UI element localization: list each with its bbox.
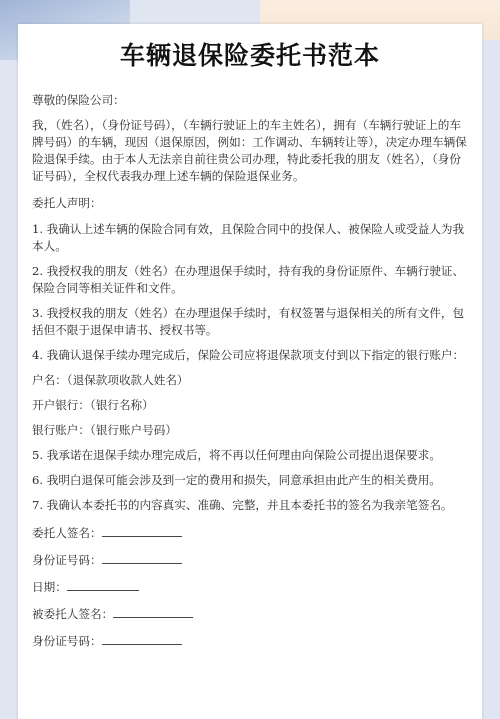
agent-signature-label: 被委托人签名：	[32, 607, 114, 621]
agent-id-label: 身份证号码：	[32, 634, 102, 648]
principal-id-row	[32, 551, 470, 569]
agent-signature-line[interactable]	[113, 605, 193, 618]
document-body	[32, 92, 470, 650]
declaration-item-7: 7. 我确认本委托书的内容真实、准确、完整，并且本委托书的签名为我亲笔签名。	[32, 498, 453, 512]
bank-account-number: 银行账户：（银行账户号码）	[32, 423, 177, 437]
principal-signature-row	[32, 524, 470, 542]
document-page	[18, 24, 482, 719]
declaration-item-6: 6. 我明白退保可能会涉及到一定的费用和损失，同意承担由此产生的相关费用。	[32, 473, 441, 487]
declaration-item-1: 1. 我确认上述车辆的保险合同有效，且保险合同中的投保人、被保险人或受益人为我本人。	[32, 222, 465, 253]
principal-signature-line[interactable]	[102, 524, 182, 537]
principal-id-label: 身份证号码：	[32, 553, 102, 567]
declaration-heading: 委托人声明：	[32, 196, 102, 210]
agent-signature-row	[32, 605, 470, 623]
bank-name: 开户银行：（银行名称）	[32, 398, 154, 412]
declaration-item-2: 2. 我授权我的朋友（姓名）在办理退保手续时，持有我的身份证原件、车辆行驶证、保险合同等相关证件和文件。	[32, 264, 465, 295]
declaration-item-4: 4. 我确认退保手续办理完成后，保险公司应将退保款项支付到以下指定的银行账户：	[32, 348, 465, 362]
intro-paragraph: 我，（姓名），（身份证号码），（车辆行驶证上的车主姓名），拥有（车辆行驶证上的车牌号码）的车辆，现因（退保原因，例如：工作调动、车辆转让等），决定办理车辆保险退保手续。由于本人无法亲自前往贵公司办理，特此委托我的朋友（姓名），（身份证号码），全权代表我办理上述车辆的保险退保业务。	[32, 118, 467, 183]
date-line[interactable]	[67, 578, 139, 591]
declaration-item-3: 3. 我授权我的朋友（姓名）在办理退保手续时，有权签署与退保相关的所有文件，包括但不限于退保申请书、授权书等。	[32, 306, 465, 337]
principal-id-line[interactable]	[102, 551, 182, 564]
date-row	[32, 578, 470, 596]
bank-account-name: 户名：（退保款项收款人姓名）	[32, 373, 189, 387]
document-title: 车辆退保险委托书范本	[119, 41, 380, 70]
declaration-item-5: 5. 我承诺在退保手续办理完成后，将不再以任何理由向保险公司提出退保要求。	[32, 448, 441, 462]
agent-id-line[interactable]	[102, 632, 182, 645]
date-label: 日期：	[32, 580, 67, 594]
agent-id-row	[32, 632, 470, 650]
salutation: 尊敬的保险公司：	[32, 93, 125, 107]
principal-signature-label: 委托人签名：	[32, 526, 102, 540]
